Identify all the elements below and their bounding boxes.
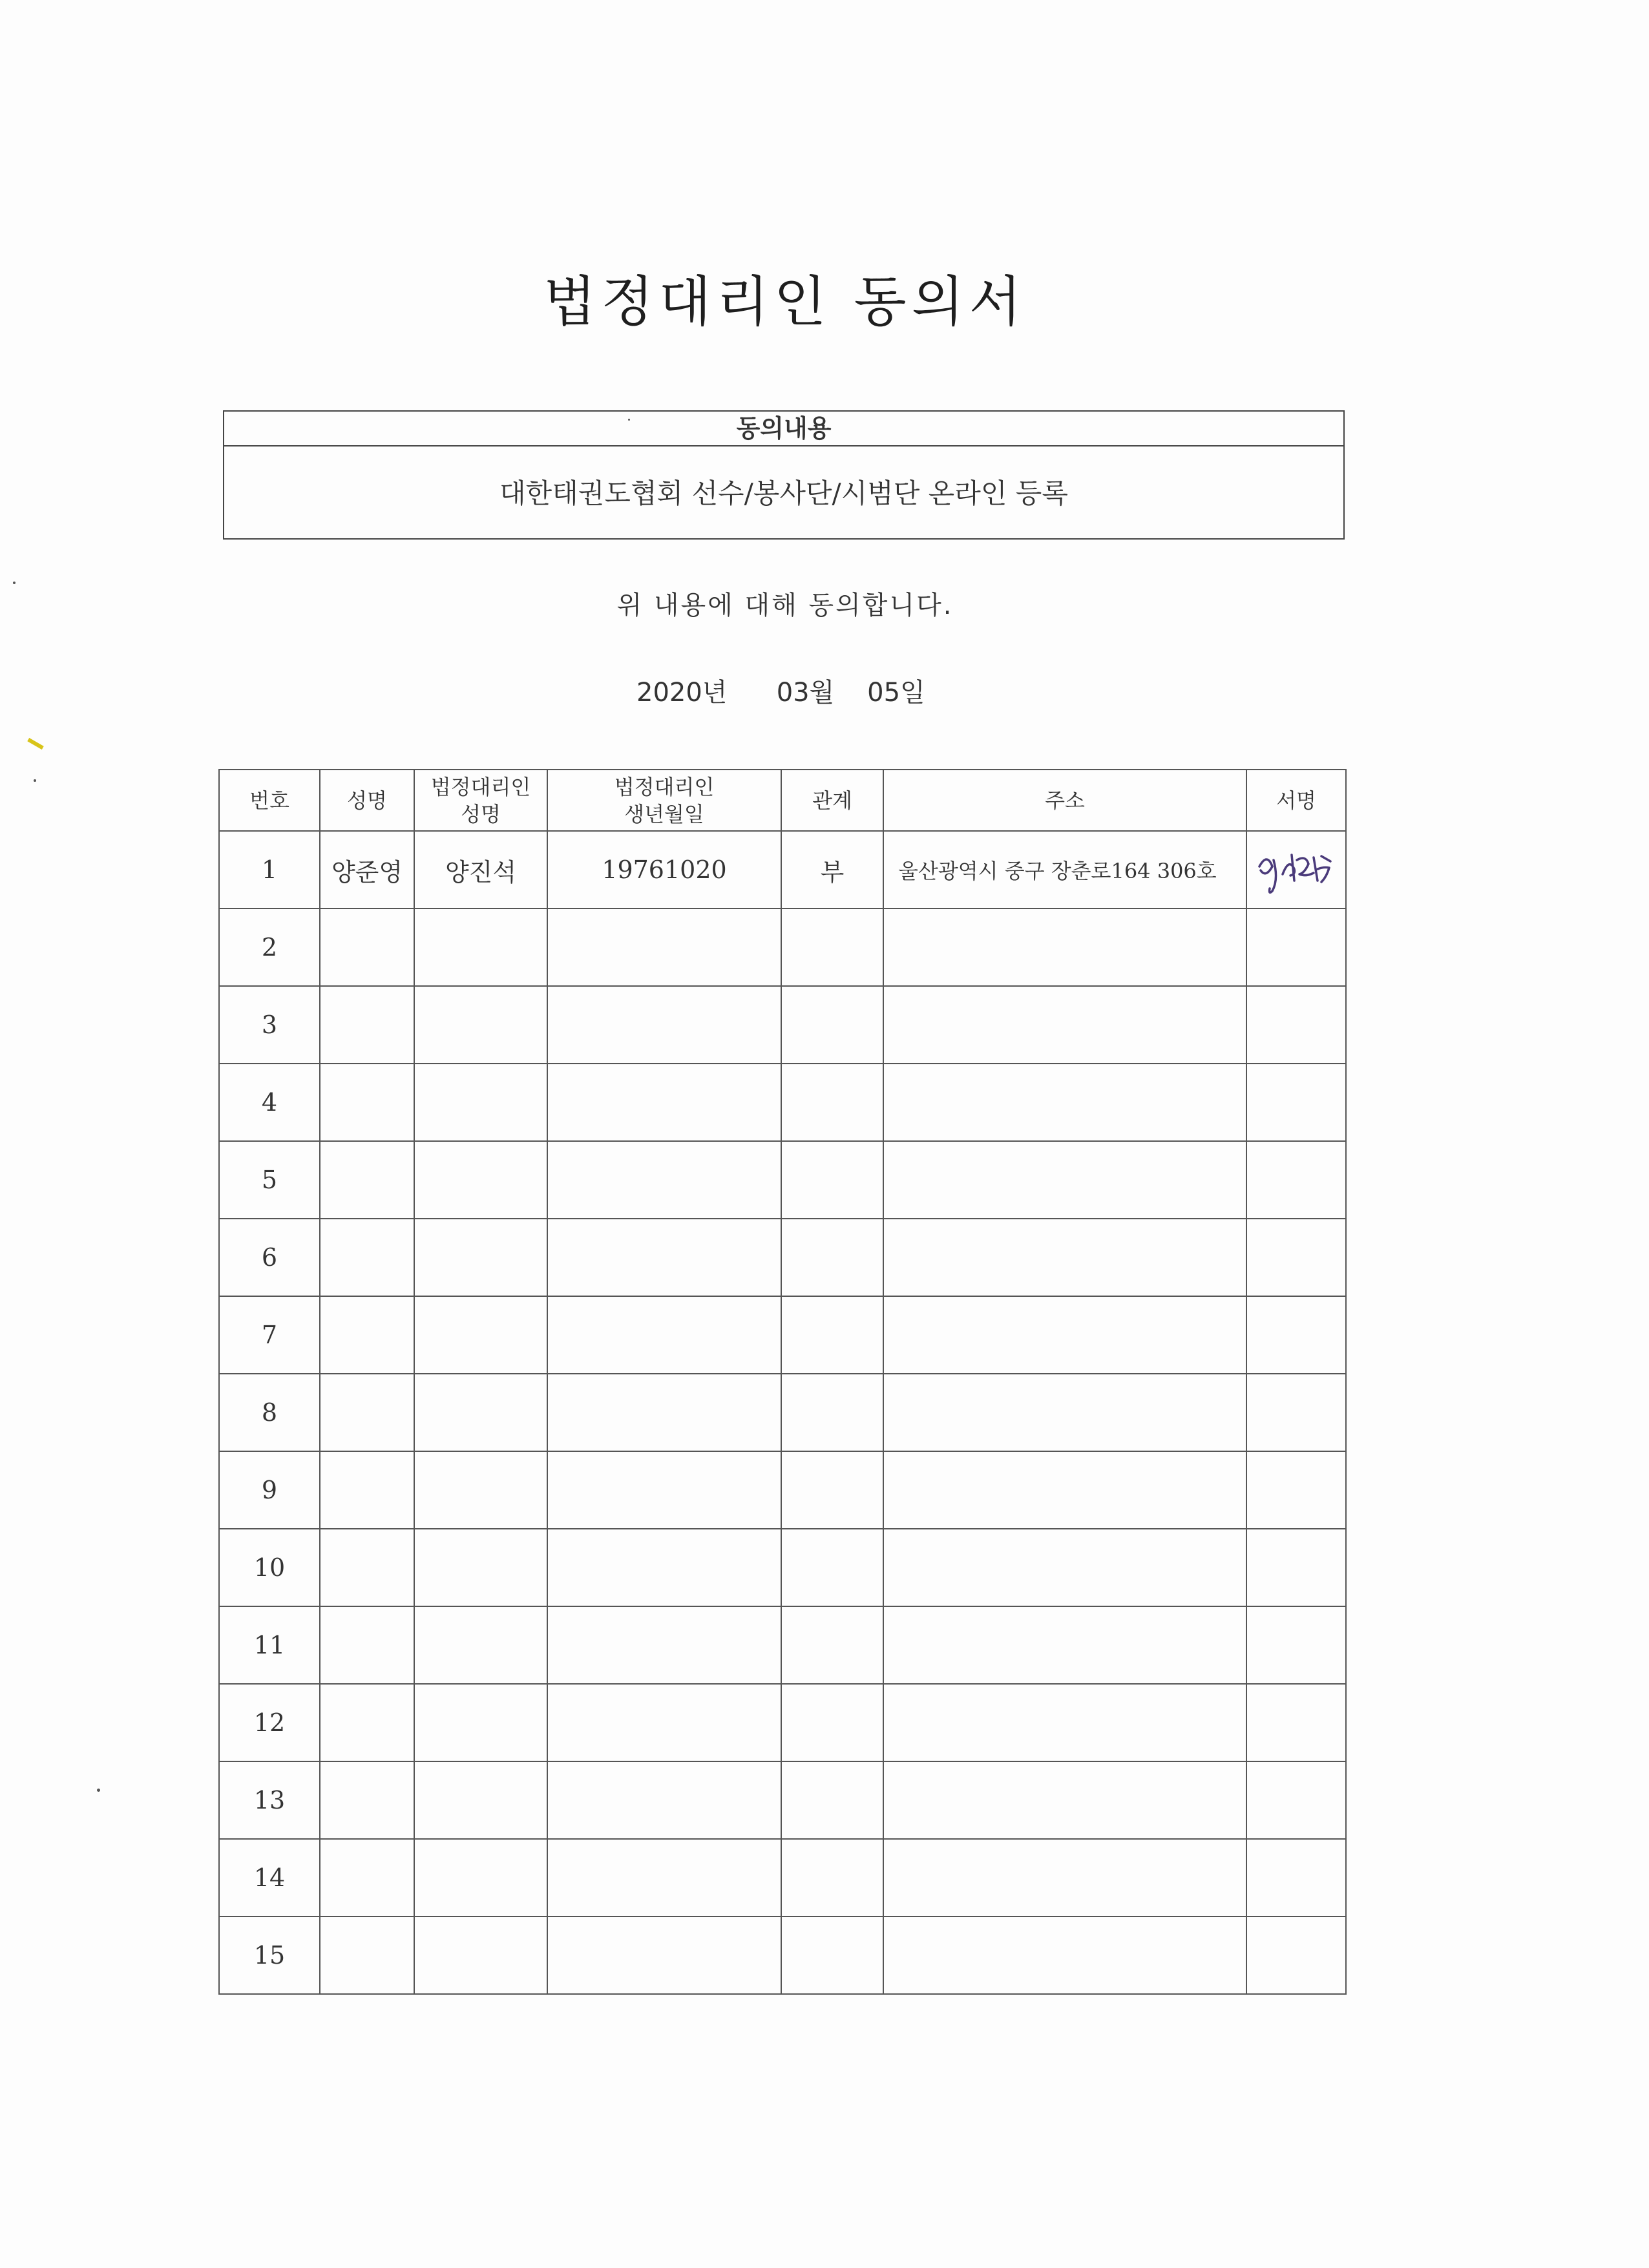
row-guardian-birth [547, 1451, 781, 1529]
row-name [320, 1064, 414, 1141]
row-number: 7 [219, 1296, 320, 1374]
row-guardian-birth [547, 908, 781, 986]
row-relation [781, 1839, 883, 1916]
row-signature [1246, 1761, 1346, 1839]
table-row [219, 1606, 1346, 1684]
row-name [320, 1374, 414, 1451]
row-address [883, 908, 1246, 986]
row-number: 1 [219, 831, 320, 908]
header-guardian-name: 법정대리인 성명 [414, 770, 547, 831]
table-row [219, 831, 1346, 908]
table-row [219, 1761, 1346, 1839]
row-signature [1246, 986, 1346, 1064]
header-address: 주소 [883, 770, 1246, 831]
row-guardian-birth [547, 1529, 781, 1606]
row-guardian-name [414, 1141, 547, 1219]
row-number: 4 [219, 1064, 320, 1141]
row-guardian-birth [547, 1916, 781, 1994]
row-guardian-name [414, 1374, 547, 1451]
row-address [883, 1529, 1246, 1606]
row-name [320, 1761, 414, 1839]
handwritten-signature [1254, 841, 1338, 899]
row-guardian-name [414, 1529, 547, 1606]
table-header-row [219, 770, 1346, 831]
row-number: 13 [219, 1761, 320, 1839]
row-address: 울산광역시 중구 장춘로164 306호 [883, 831, 1246, 908]
row-guardian-birth [547, 1064, 781, 1141]
consent-header: 동의내용 [224, 412, 1343, 446]
row-number: 9 [219, 1451, 320, 1529]
header-number: 번호 [219, 770, 320, 831]
row-guardian-name [414, 1684, 547, 1761]
row-relation [781, 1761, 883, 1839]
row-name: 양준영 [320, 831, 414, 908]
row-address [883, 1374, 1246, 1451]
row-signature [1246, 1296, 1346, 1374]
table-row [219, 986, 1346, 1064]
date-month: 03월 [776, 678, 835, 708]
row-number: 3 [219, 986, 320, 1064]
table-row [219, 1064, 1346, 1141]
row-address [883, 1916, 1246, 1994]
row-number: 10 [219, 1529, 320, 1606]
document-title: 법정대리인 동의서 [543, 270, 1027, 333]
row-signature [1246, 1839, 1346, 1916]
row-relation [781, 1916, 883, 1994]
row-name [320, 1219, 414, 1296]
row-relation [781, 1374, 883, 1451]
header-relation: 관계 [781, 770, 883, 831]
table-row [219, 1219, 1346, 1296]
table-row [219, 1684, 1346, 1761]
header-name: 성명 [320, 770, 414, 831]
row-signature [1246, 1451, 1346, 1529]
row-name [320, 1916, 414, 1994]
row-address [883, 1219, 1246, 1296]
row-guardian-name [414, 1296, 547, 1374]
table-row [219, 1529, 1346, 1606]
header-guardian-birth: 법정대리인 생년월일 [547, 770, 781, 831]
row-signature [1246, 1916, 1346, 1994]
row-address [883, 1761, 1246, 1839]
row-name [320, 1141, 414, 1219]
row-name [320, 1606, 414, 1684]
row-relation [781, 1451, 883, 1529]
consent-content: 대한태권도협회 선수/봉사단/시범단 온라인 등록 [499, 478, 1068, 509]
row-number: 6 [219, 1219, 320, 1296]
date-year: 2020년 [636, 678, 728, 708]
table-row [219, 908, 1346, 986]
row-relation [781, 1684, 883, 1761]
row-address [883, 986, 1246, 1064]
row-relation: 부 [781, 831, 883, 908]
row-relation [781, 1296, 883, 1374]
table-row [219, 1296, 1346, 1374]
row-guardian-name [414, 1451, 547, 1529]
date-line [636, 672, 925, 709]
row-address [883, 1064, 1246, 1141]
row-guardian-birth [547, 1296, 781, 1374]
row-guardian-birth [547, 1839, 781, 1916]
row-relation [781, 908, 883, 986]
row-number: 2 [219, 908, 320, 986]
row-number: 5 [219, 1141, 320, 1219]
row-number: 15 [219, 1916, 320, 1994]
consent-content-box [223, 410, 1345, 540]
row-signature [1246, 1064, 1346, 1141]
table-row [219, 1374, 1346, 1451]
guardian-table [218, 769, 1347, 1995]
row-guardian-name [414, 1064, 547, 1141]
row-guardian-name [414, 1606, 547, 1684]
row-guardian-birth [547, 1606, 781, 1684]
row-name [320, 1296, 414, 1374]
row-number: 14 [219, 1839, 320, 1916]
row-signature [1246, 908, 1346, 986]
scan-speck [628, 419, 630, 421]
row-guardian-name: 양진석 [414, 831, 547, 908]
row-guardian-name [414, 1761, 547, 1839]
row-guardian-birth [547, 986, 781, 1064]
header-signature: 서명 [1246, 770, 1346, 831]
row-relation [781, 1219, 883, 1296]
table-row [219, 1451, 1346, 1529]
row-guardian-birth [547, 1219, 781, 1296]
row-name [320, 1684, 414, 1761]
row-guardian-name [414, 1219, 547, 1296]
scan-speck [34, 779, 36, 782]
row-signature [1246, 1219, 1346, 1296]
scan-speck [97, 1789, 100, 1792]
row-guardian-birth [547, 1684, 781, 1761]
row-name [320, 1529, 414, 1606]
row-signature [1246, 831, 1346, 908]
row-name [320, 986, 414, 1064]
row-relation [781, 1064, 883, 1141]
row-guardian-name [414, 1839, 547, 1916]
row-guardian-name [414, 986, 547, 1064]
scan-speck [13, 582, 16, 584]
row-address [883, 1606, 1246, 1684]
table-row [219, 1141, 1346, 1219]
row-name [320, 1839, 414, 1916]
row-number: 12 [219, 1684, 320, 1761]
row-name [320, 908, 414, 986]
row-relation [781, 1141, 883, 1219]
table-row [219, 1839, 1346, 1916]
row-address [883, 1451, 1246, 1529]
date-day: 05일 [867, 678, 925, 708]
row-guardian-birth [547, 1761, 781, 1839]
row-guardian-birth: 19761020 [547, 831, 781, 908]
row-relation [781, 1606, 883, 1684]
table-row [219, 1916, 1346, 1994]
row-signature [1246, 1374, 1346, 1451]
row-signature [1246, 1529, 1346, 1606]
row-relation [781, 986, 883, 1064]
agreement-text: 위 내용에 대해 동의합니다. [616, 591, 954, 620]
row-relation [781, 1529, 883, 1606]
yellow-marker-stroke [27, 738, 44, 750]
row-signature [1246, 1606, 1346, 1684]
row-address [883, 1296, 1246, 1374]
row-number: 8 [219, 1374, 320, 1451]
row-address [883, 1839, 1246, 1916]
row-name [320, 1451, 414, 1529]
row-guardian-birth [547, 1374, 781, 1451]
row-address [883, 1684, 1246, 1761]
row-guardian-birth [547, 1141, 781, 1219]
row-guardian-name [414, 908, 547, 986]
row-number: 11 [219, 1606, 320, 1684]
row-guardian-name [414, 1916, 547, 1994]
row-signature [1246, 1141, 1346, 1219]
row-signature [1246, 1684, 1346, 1761]
row-address [883, 1141, 1246, 1219]
